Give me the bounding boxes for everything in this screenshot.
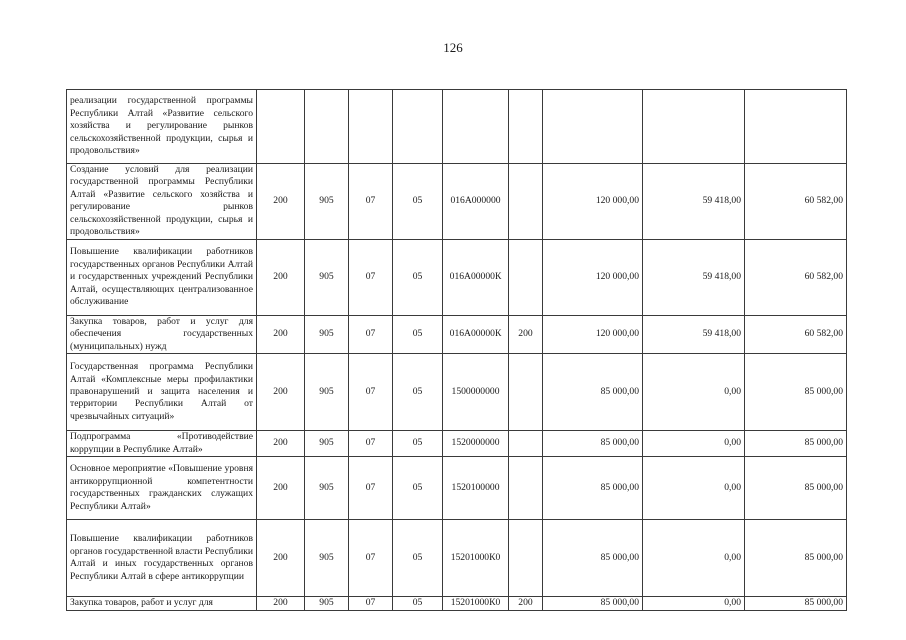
table-cell-section: 07 [349, 431, 393, 457]
table-cell-amount: 120 000,00 [543, 164, 643, 240]
table-cell-target-article: 1500000000 [443, 354, 509, 431]
table-cell-subsection: 05 [393, 354, 443, 431]
table-cell-code: 200 [257, 315, 305, 353]
table-cell-code: 200 [257, 354, 305, 431]
table-cell-amount-2: 0,00 [643, 354, 745, 431]
table-cell-name: Повышение квалификации работников органов государственной власти Республики Алтай и иных государственных органов Республики Алтай в сфере антикоррупции [67, 520, 257, 597]
table-cell-name: Закупка товаров, работ и услуг для [67, 597, 257, 610]
table-cell-amount-3: 85 000,00 [745, 354, 847, 431]
table-row [67, 239, 847, 315]
table-cell-amount-2: 59 418,00 [643, 239, 745, 315]
table-cell-section [349, 90, 393, 164]
table-cell-code: 200 [257, 431, 305, 457]
table-cell-target-article: 016А00000К [443, 315, 509, 353]
table-cell-amount-3: 85 000,00 [745, 597, 847, 610]
table-cell-expense-type [509, 520, 543, 597]
table-cell-amount: 85 000,00 [543, 457, 643, 520]
table-cell-name: Создание условий для реализации государственной программы Республики Алтай «Развитие сельского хозяйства и регулирование рынков сельскохозяйственной продукции, сырья и продовольствия» [67, 164, 257, 240]
table-row [67, 164, 847, 240]
table-cell-code: 200 [257, 239, 305, 315]
table-cell-amount-3: 85 000,00 [745, 520, 847, 597]
table-cell-subsection: 05 [393, 457, 443, 520]
table-cell-subsection [393, 90, 443, 164]
table-cell-expense-type [509, 90, 543, 164]
table-cell-department: 905 [305, 315, 349, 353]
table-cell-section: 07 [349, 457, 393, 520]
table-cell-expense-type [509, 457, 543, 520]
table-cell-department: 905 [305, 597, 349, 610]
table-cell-department [305, 90, 349, 164]
table-cell-amount-3: 85 000,00 [745, 457, 847, 520]
table-cell-amount-2: 59 418,00 [643, 315, 745, 353]
table-cell-code [257, 90, 305, 164]
table-cell-department: 905 [305, 457, 349, 520]
table-cell-amount: 85 000,00 [543, 597, 643, 610]
table-cell-amount: 120 000,00 [543, 315, 643, 353]
table-cell-name: Государственная программа Республики Алтай «Комплексные меры профилактики правонарушений и защита населения и территории Республики Алтай от чрезвычайных ситуаций» [67, 354, 257, 431]
table-cell-target-article: 016А000000 [443, 164, 509, 240]
table-cell-amount: 120 000,00 [543, 239, 643, 315]
table-cell-subsection: 05 [393, 315, 443, 353]
table-cell-code: 200 [257, 597, 305, 610]
table-cell-amount-2: 0,00 [643, 520, 745, 597]
page-number: 126 [443, 40, 463, 55]
table-row [67, 90, 847, 164]
table-cell-name: Основное мероприятие «Повышение уровня антикоррупционной компетентности государственных гражданских служащих Республики Алтай» [67, 457, 257, 520]
table-cell-section: 07 [349, 239, 393, 315]
table-cell-name: Закупка товаров, работ и услуг для обеспечения государственных (муниципальных) нужд [67, 315, 257, 353]
table-cell-section: 07 [349, 315, 393, 353]
table-cell-expense-type [509, 239, 543, 315]
table-cell-expense-type: 200 [509, 315, 543, 353]
table-cell-target-article: 15201000К0 [443, 520, 509, 597]
table-cell-amount: 85 000,00 [543, 520, 643, 597]
table-row [67, 520, 847, 597]
table-cell-department: 905 [305, 431, 349, 457]
table-cell-name: Повышение квалификации работников государственных органов Республики Алтай и государственных учреждений Республики Алтай, осуществляющих централизованное обслуживание [67, 239, 257, 315]
table-cell-amount-2: 59 418,00 [643, 164, 745, 240]
table-row [67, 597, 847, 610]
table-cell-subsection: 05 [393, 239, 443, 315]
table-cell-expense-type [509, 431, 543, 457]
table-cell-subsection: 05 [393, 597, 443, 610]
table-cell-target-article: 1520000000 [443, 431, 509, 457]
table-cell-amount-3: 60 582,00 [745, 239, 847, 315]
table-cell-department: 905 [305, 354, 349, 431]
table-cell-amount-3: 60 582,00 [745, 315, 847, 353]
table-cell-code: 200 [257, 457, 305, 520]
table-cell-amount: 85 000,00 [543, 354, 643, 431]
table-cell-target-article [443, 90, 509, 164]
table-cell-section: 07 [349, 520, 393, 597]
table-cell-section: 07 [349, 164, 393, 240]
budget-table [66, 89, 847, 611]
table-cell-expense-type [509, 164, 543, 240]
table-cell-amount [543, 90, 643, 164]
table-cell-expense-type: 200 [509, 597, 543, 610]
table-cell-code: 200 [257, 520, 305, 597]
table-cell-subsection: 05 [393, 164, 443, 240]
table-cell-name: Подпрограмма «Противодействие коррупции в Республике Алтай» [67, 431, 257, 457]
table-cell-amount-2: 0,00 [643, 597, 745, 610]
table-cell-code: 200 [257, 164, 305, 240]
table-cell-amount: 85 000,00 [543, 431, 643, 457]
table-cell-department: 905 [305, 164, 349, 240]
table-cell-target-article: 15201000К0 [443, 597, 509, 610]
table-cell-name: реализации государственной программы Республики Алтай «Развитие сельского хозяйства и регулирование рынков сельскохозяйственной продукции, сырья и продовольствия» [67, 90, 257, 164]
table-cell-amount-3 [745, 90, 847, 164]
table-cell-amount-2 [643, 90, 745, 164]
table-cell-section: 07 [349, 354, 393, 431]
table-cell-department: 905 [305, 239, 349, 315]
table-cell-target-article: 1520100000 [443, 457, 509, 520]
table-cell-amount-3: 85 000,00 [745, 431, 847, 457]
table-row [67, 457, 847, 520]
table-cell-amount-3: 60 582,00 [745, 164, 847, 240]
table-row [67, 354, 847, 431]
table-cell-subsection: 05 [393, 431, 443, 457]
table-cell-section: 07 [349, 597, 393, 610]
table-row [67, 315, 847, 353]
table-cell-amount-2: 0,00 [643, 431, 745, 457]
table-cell-target-article: 016А00000К [443, 239, 509, 315]
table-cell-amount-2: 0,00 [643, 457, 745, 520]
table-row [67, 431, 847, 457]
table-cell-department: 905 [305, 520, 349, 597]
table-cell-expense-type [509, 354, 543, 431]
table-cell-subsection: 05 [393, 520, 443, 597]
